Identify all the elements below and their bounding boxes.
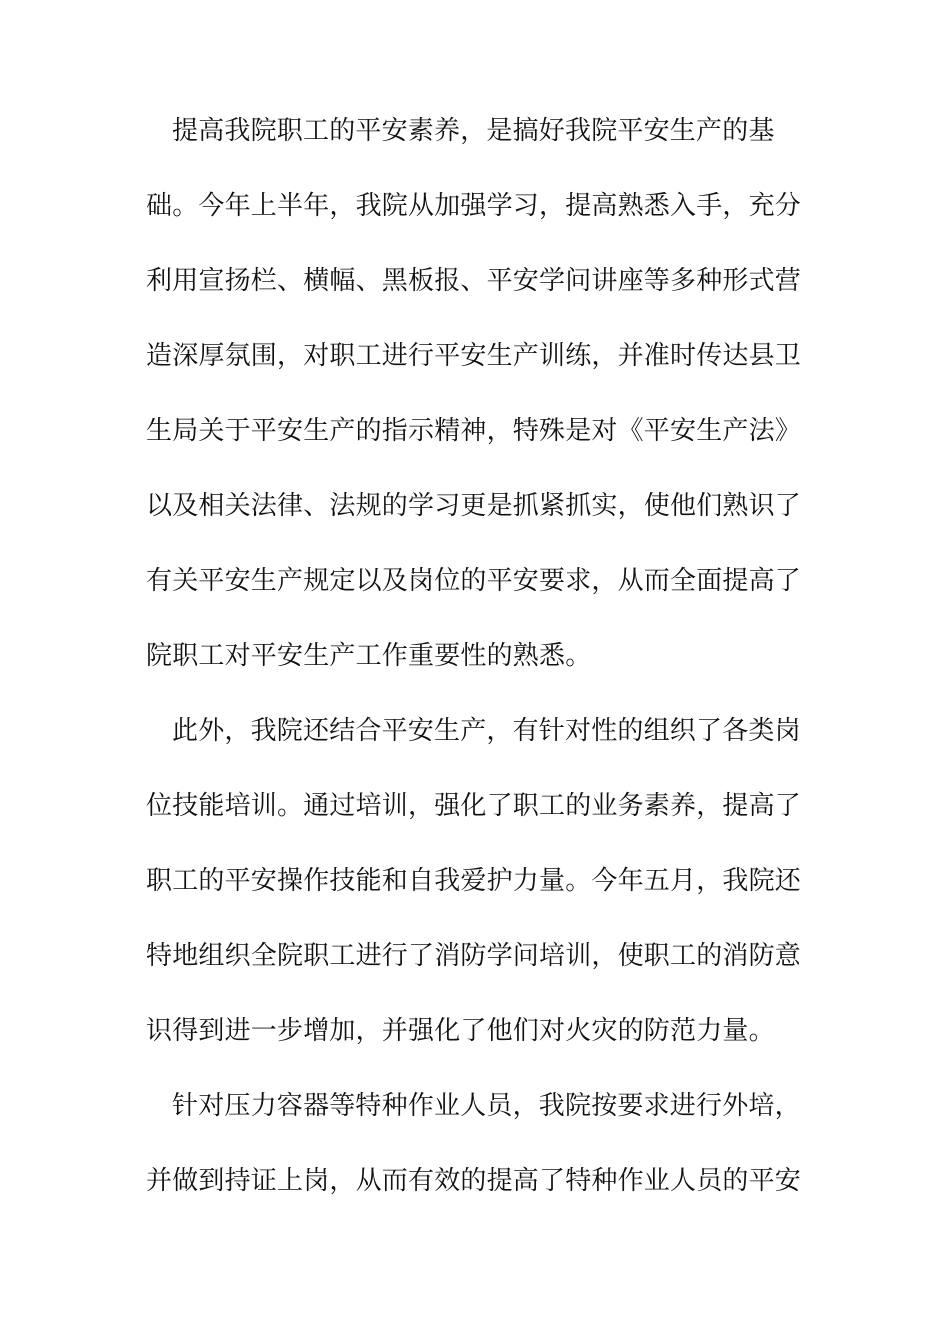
paragraph-2-line-1: 此外，我院还结合平安生产，有针对性的组织了各类岗 xyxy=(172,716,801,746)
paragraph-1-line-2: 础。今年上半年，我院从加强学习，提高熟悉入手，充分 xyxy=(146,191,802,221)
paragraph-1-line-6: 以及相关法律、法规的学习更是抓紧抓实，使他们熟识了 xyxy=(146,491,802,521)
paragraph-2-line-4: 特地组织全院职工进行了消防学问培训，使职工的消防意 xyxy=(146,941,802,971)
paragraph-1-line-1: 提高我院职工的平安素养，是搞好我院平安生产的基 xyxy=(172,116,775,146)
paragraph-1-line-7: 有关平安生产规定以及岗位的平安要求，从而全面提高了 xyxy=(146,566,802,596)
paragraph-1-line-5: 生局关于平安生产的指示精神，特殊是对《平安生产法》 xyxy=(146,416,802,446)
paragraph-3-line-1: 针对压力容器等特种作业人员，我院按要求进行外培， xyxy=(172,1091,801,1121)
paragraph-1-line-8: 院职工对平安生产工作重要性的熟悉。 xyxy=(146,641,592,671)
paragraph-1-line-3: 利用宣扬栏、横幅、黑板报、平安学问讲座等多种形式营 xyxy=(146,266,802,296)
paragraph-2-line-2: 位技能培训。通过培训，强化了职工的业务素养，提高了 xyxy=(146,791,802,821)
paragraph-2-line-3: 职工的平安操作技能和自我爱护力量。今年五月，我院还 xyxy=(146,866,802,896)
paragraph-3-line-2: 并做到持证上岗，从而有效的提高了特种作业人员的平安 xyxy=(146,1166,802,1196)
paragraph-1-line-4: 造深厚氛围，对职工进行平安生产训练，并准时传达县卫 xyxy=(146,341,802,371)
paragraph-2-line-5: 识得到进一步增加，并强化了他们对火灾的防范力量。 xyxy=(146,1016,775,1046)
